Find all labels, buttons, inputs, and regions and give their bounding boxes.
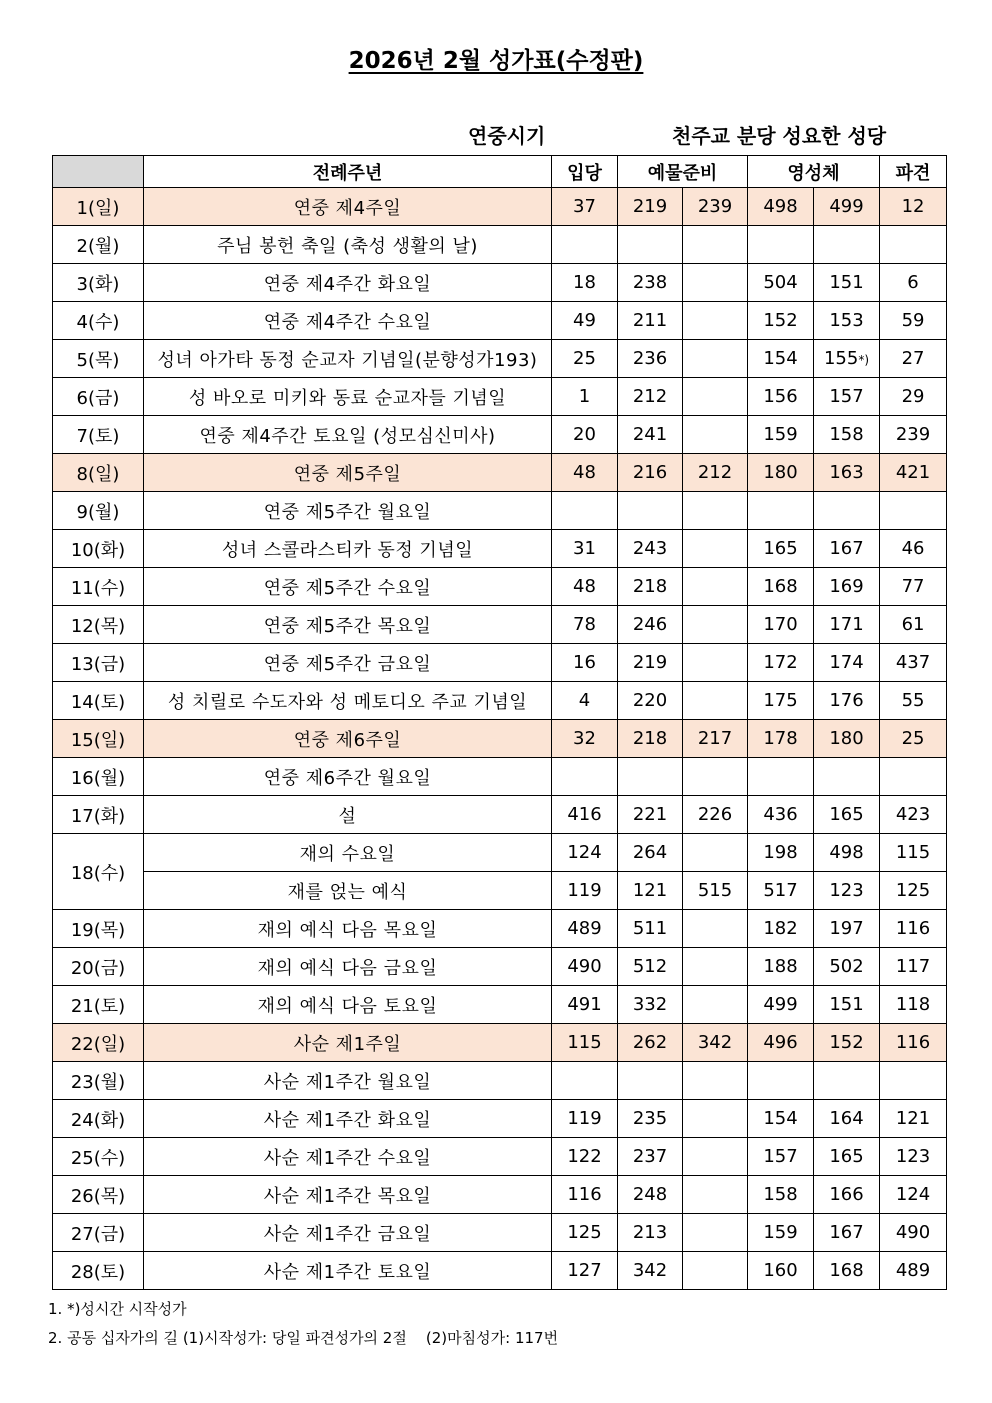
communion-1-cell: 160 xyxy=(748,1252,814,1290)
communion-2-cell: 176 xyxy=(814,682,880,720)
offertory-2-cell xyxy=(683,606,748,644)
entrance-cell xyxy=(552,758,618,796)
offertory-2-cell xyxy=(683,530,748,568)
date-cell: 24(화) xyxy=(53,1100,144,1138)
entrance-cell: 489 xyxy=(552,910,618,948)
communion-2-cell: 174 xyxy=(814,644,880,682)
dismissal-cell: 12 xyxy=(880,188,947,226)
dismissal-cell: 55 xyxy=(880,682,947,720)
communion-2-cell: 163 xyxy=(814,454,880,492)
schedule-body xyxy=(53,188,947,1290)
communion-2-cell: 499 xyxy=(814,188,880,226)
table-row xyxy=(53,606,947,644)
entrance-cell xyxy=(552,226,618,264)
offertory-2-cell xyxy=(683,682,748,720)
liturgy-cell: 재의 수요일 xyxy=(144,834,552,872)
communion-2-cell: 180 xyxy=(814,720,880,758)
liturgy-cell: 성녀 스콜라스티카 동정 기념일 xyxy=(144,530,552,568)
dismissal-column-header: 파견 xyxy=(880,156,947,188)
dismissal-cell: 121 xyxy=(880,1100,947,1138)
communion-1-cell: 499 xyxy=(748,986,814,1024)
footnote-2: 2. 공동 십자가의 길 (1)시작성가: 당일 파견성가의 2절 (2)마침성가: 117번 xyxy=(48,1329,559,1347)
communion-1-cell: 154 xyxy=(748,1100,814,1138)
offertory-1-cell: 218 xyxy=(618,720,683,758)
communion-2-cell xyxy=(814,492,880,530)
entrance-cell: 491 xyxy=(552,986,618,1024)
entrance-cell: 48 xyxy=(552,454,618,492)
communion-1-cell: 170 xyxy=(748,606,814,644)
dismissal-cell: 124 xyxy=(880,1176,947,1214)
communion-1-cell xyxy=(748,1062,814,1100)
communion-1-cell: 156 xyxy=(748,378,814,416)
date-cell: 23(월) xyxy=(53,1062,144,1100)
communion-1-cell: 198 xyxy=(748,834,814,872)
offertory-2-cell xyxy=(683,948,748,986)
table-row xyxy=(53,720,947,758)
offertory-1-cell: 332 xyxy=(618,986,683,1024)
entrance-cell: 16 xyxy=(552,644,618,682)
date-cell: 1(일) xyxy=(53,188,144,226)
communion-1-cell xyxy=(748,758,814,796)
liturgy-cell: 연중 제4주간 화요일 xyxy=(144,264,552,302)
offertory-2-cell xyxy=(683,986,748,1024)
communion-1-cell: 498 xyxy=(748,188,814,226)
communion-2-cell xyxy=(814,340,880,378)
offertory-1-cell: 212 xyxy=(618,378,683,416)
date-cell: 7(토) xyxy=(53,416,144,454)
communion-1-cell: 157 xyxy=(748,1138,814,1176)
liturgy-cell: 성 바오로 미키와 동료 순교자들 기념일 xyxy=(144,378,552,416)
dismissal-cell: 125 xyxy=(880,872,947,910)
date-cell: 13(금) xyxy=(53,644,144,682)
offertory-2-cell xyxy=(683,340,748,378)
liturgy-cell: 연중 제4주간 수요일 xyxy=(144,302,552,340)
season-label: 연중시기 xyxy=(468,124,546,148)
footnotes xyxy=(48,1295,558,1353)
liturgy-cell: 연중 제5주간 수요일 xyxy=(144,568,552,606)
footnote-mark: *) xyxy=(858,353,870,367)
communion-2-value: 155 xyxy=(823,348,859,369)
offertory-1-cell: 262 xyxy=(618,1024,683,1062)
dismissal-cell: 116 xyxy=(880,910,947,948)
footnote-1: 1. *)성시간 시작성가 xyxy=(48,1300,187,1318)
table-row xyxy=(53,1062,947,1100)
communion-1-cell: 165 xyxy=(748,530,814,568)
communion-2-cell: 197 xyxy=(814,910,880,948)
table-row xyxy=(53,416,947,454)
table-row xyxy=(53,910,947,948)
entrance-cell: 119 xyxy=(552,1100,618,1138)
communion-1-cell: 517 xyxy=(748,872,814,910)
offertory-2-cell xyxy=(683,416,748,454)
entrance-cell: 490 xyxy=(552,948,618,986)
communion-1-cell: 172 xyxy=(748,644,814,682)
communion-1-cell: 175 xyxy=(748,682,814,720)
table-row xyxy=(53,872,947,910)
communion-2-cell: 168 xyxy=(814,1252,880,1290)
offertory-1-cell: 216 xyxy=(618,454,683,492)
date-cell: 25(수) xyxy=(53,1138,144,1176)
table-row xyxy=(53,530,947,568)
dismissal-cell: 490 xyxy=(880,1214,947,1252)
communion-1-cell: 436 xyxy=(748,796,814,834)
offertory-1-cell: 238 xyxy=(618,264,683,302)
liturgy-cell: 성녀 아가타 동정 순교자 기념일(분향성가193) xyxy=(144,340,552,378)
date-cell: 28(토) xyxy=(53,1252,144,1290)
table-row xyxy=(53,340,947,378)
communion-1-cell: 158 xyxy=(748,1176,814,1214)
offertory-1-cell: 219 xyxy=(618,188,683,226)
date-cell: 12(목) xyxy=(53,606,144,644)
liturgy-cell: 연중 제4주일 xyxy=(144,188,552,226)
offertory-2-cell xyxy=(683,1252,748,1290)
table-row xyxy=(53,1252,947,1290)
liturgy-cell: 연중 제4주간 토요일 (성모심신미사) xyxy=(144,416,552,454)
offertory-2-cell xyxy=(683,834,748,872)
offertory-1-cell: 248 xyxy=(618,1176,683,1214)
offertory-2-cell xyxy=(683,1062,748,1100)
entrance-cell: 49 xyxy=(552,302,618,340)
table-row xyxy=(53,302,947,340)
communion-1-cell: 154 xyxy=(748,340,814,378)
offertory-2-cell: 515 xyxy=(683,872,748,910)
date-cell: 6(금) xyxy=(53,378,144,416)
communion-2-cell: 165 xyxy=(814,796,880,834)
date-cell: 10(화) xyxy=(53,530,144,568)
communion-2-cell: 164 xyxy=(814,1100,880,1138)
communion-2-cell: 169 xyxy=(814,568,880,606)
dismissal-cell: 239 xyxy=(880,416,947,454)
entrance-cell: 18 xyxy=(552,264,618,302)
dismissal-cell: 29 xyxy=(880,378,947,416)
entrance-cell: 78 xyxy=(552,606,618,644)
date-cell: 17(화) xyxy=(53,796,144,834)
communion-1-cell: 182 xyxy=(748,910,814,948)
offertory-1-cell xyxy=(618,758,683,796)
offertory-1-cell: 219 xyxy=(618,644,683,682)
table-row xyxy=(53,264,947,302)
communion-2-cell: 502 xyxy=(814,948,880,986)
offertory-1-cell: 246 xyxy=(618,606,683,644)
offertory-2-cell xyxy=(683,1214,748,1252)
offertory-2-cell xyxy=(683,264,748,302)
communion-2-cell: 158 xyxy=(814,416,880,454)
entrance-cell: 119 xyxy=(552,872,618,910)
communion-1-cell: 188 xyxy=(748,948,814,986)
dismissal-cell xyxy=(880,492,947,530)
communion-2-cell: 157 xyxy=(814,378,880,416)
date-cell: 21(토) xyxy=(53,986,144,1024)
liturgy-cell: 연중 제6주일 xyxy=(144,720,552,758)
communion-2-cell: 165 xyxy=(814,1138,880,1176)
liturgy-cell: 사순 제1주간 금요일 xyxy=(144,1214,552,1252)
offertory-1-cell xyxy=(618,226,683,264)
liturgy-cell: 재의 예식 다음 토요일 xyxy=(144,986,552,1024)
date-cell: 2(월) xyxy=(53,226,144,264)
entrance-cell: 32 xyxy=(552,720,618,758)
entrance-cell: 127 xyxy=(552,1252,618,1290)
liturgy-cell: 재를 얹는 예식 xyxy=(144,872,552,910)
liturgy-cell: 사순 제1주간 수요일 xyxy=(144,1138,552,1176)
dismissal-cell: 489 xyxy=(880,1252,947,1290)
date-cell: 4(수) xyxy=(53,302,144,340)
offertory-1-cell: 243 xyxy=(618,530,683,568)
communion-2-cell: 167 xyxy=(814,1214,880,1252)
entrance-cell: 20 xyxy=(552,416,618,454)
dismissal-cell xyxy=(880,226,947,264)
entrance-cell: 115 xyxy=(552,1024,618,1062)
offertory-2-cell xyxy=(683,758,748,796)
communion-1-cell: 159 xyxy=(748,1214,814,1252)
communion-column-header: 영성체 xyxy=(748,156,880,188)
table-row xyxy=(53,568,947,606)
dismissal-cell xyxy=(880,758,947,796)
liturgy-cell: 사순 제1주간 목요일 xyxy=(144,1176,552,1214)
offertory-1-cell: 221 xyxy=(618,796,683,834)
dismissal-cell: 46 xyxy=(880,530,947,568)
dismissal-cell: 27 xyxy=(880,340,947,378)
communion-1-cell: 178 xyxy=(748,720,814,758)
title-text: 2026년 2월 성가표(수정판) xyxy=(348,48,644,74)
offertory-2-cell xyxy=(683,1176,748,1214)
date-cell: 14(토) xyxy=(53,682,144,720)
liturgy-column-header: 전례주년 xyxy=(144,156,552,188)
liturgy-cell: 연중 제5주간 금요일 xyxy=(144,644,552,682)
communion-1-cell: 152 xyxy=(748,302,814,340)
date-column-header xyxy=(53,156,144,188)
date-cell: 9(월) xyxy=(53,492,144,530)
dismissal-cell: 61 xyxy=(880,606,947,644)
communion-1-cell: 159 xyxy=(748,416,814,454)
entrance-column-header: 입당 xyxy=(552,156,618,188)
table-row xyxy=(53,1138,947,1176)
table-row xyxy=(53,378,947,416)
dismissal-cell: 25 xyxy=(880,720,947,758)
offertory-2-cell: 226 xyxy=(683,796,748,834)
liturgy-cell: 성 치릴로 수도자와 성 메토디오 주교 기념일 xyxy=(144,682,552,720)
offertory-1-cell xyxy=(618,1062,683,1100)
document-title xyxy=(0,42,992,75)
liturgy-cell: 연중 제5주간 월요일 xyxy=(144,492,552,530)
communion-1-cell xyxy=(748,226,814,264)
offertory-1-cell: 235 xyxy=(618,1100,683,1138)
offertory-2-cell xyxy=(683,302,748,340)
communion-2-cell: 171 xyxy=(814,606,880,644)
date-cell: 16(월) xyxy=(53,758,144,796)
dismissal-cell: 117 xyxy=(880,948,947,986)
entrance-cell: 416 xyxy=(552,796,618,834)
offertory-1-cell: 220 xyxy=(618,682,683,720)
dismissal-cell xyxy=(880,1062,947,1100)
church-name: 천주교 분당 성요한 성당 xyxy=(672,124,887,148)
entrance-cell: 48 xyxy=(552,568,618,606)
table-row xyxy=(53,948,947,986)
table-row xyxy=(53,454,947,492)
table-header-row xyxy=(53,156,947,188)
dismissal-cell: 59 xyxy=(880,302,947,340)
liturgy-cell: 주님 봉헌 축일 (축성 생활의 날) xyxy=(144,226,552,264)
liturgy-cell: 연중 제5주일 xyxy=(144,454,552,492)
offertory-1-cell: 211 xyxy=(618,302,683,340)
offertory-1-cell: 121 xyxy=(618,872,683,910)
entrance-cell xyxy=(552,492,618,530)
table-row xyxy=(53,188,947,226)
offertory-2-cell xyxy=(683,378,748,416)
date-cell: 18(수) xyxy=(53,834,144,910)
entrance-cell: 31 xyxy=(552,530,618,568)
liturgy-cell: 사순 제1주간 토요일 xyxy=(144,1252,552,1290)
offertory-1-cell: 218 xyxy=(618,568,683,606)
offertory-column-header: 예물준비 xyxy=(618,156,748,188)
dismissal-cell: 423 xyxy=(880,796,947,834)
date-cell: 15(일) xyxy=(53,720,144,758)
table-row xyxy=(53,1024,947,1062)
table-row xyxy=(53,644,947,682)
liturgy-cell: 재의 예식 다음 목요일 xyxy=(144,910,552,948)
offertory-2-cell xyxy=(683,492,748,530)
table-row xyxy=(53,492,947,530)
offertory-2-cell xyxy=(683,1100,748,1138)
offertory-2-cell: 217 xyxy=(683,720,748,758)
offertory-2-cell xyxy=(683,568,748,606)
offertory-2-cell: 212 xyxy=(683,454,748,492)
dismissal-cell: 437 xyxy=(880,644,947,682)
date-cell: 27(금) xyxy=(53,1214,144,1252)
dismissal-cell: 6 xyxy=(880,264,947,302)
entrance-cell: 37 xyxy=(552,188,618,226)
offertory-1-cell: 213 xyxy=(618,1214,683,1252)
table-row xyxy=(53,986,947,1024)
communion-1-cell: 496 xyxy=(748,1024,814,1062)
offertory-1-cell: 237 xyxy=(618,1138,683,1176)
entrance-cell: 124 xyxy=(552,834,618,872)
offertory-1-cell: 512 xyxy=(618,948,683,986)
offertory-1-cell: 342 xyxy=(618,1252,683,1290)
liturgy-cell: 사순 제1주일 xyxy=(144,1024,552,1062)
table-row xyxy=(53,1214,947,1252)
communion-2-cell: 152 xyxy=(814,1024,880,1062)
offertory-1-cell xyxy=(618,492,683,530)
date-cell: 20(금) xyxy=(53,948,144,986)
communion-1-cell: 168 xyxy=(748,568,814,606)
entrance-cell: 4 xyxy=(552,682,618,720)
communion-2-cell: 151 xyxy=(814,986,880,1024)
entrance-cell: 125 xyxy=(552,1214,618,1252)
liturgy-cell: 연중 제6주간 월요일 xyxy=(144,758,552,796)
communion-2-cell xyxy=(814,226,880,264)
liturgy-cell: 설 xyxy=(144,796,552,834)
entrance-cell: 25 xyxy=(552,340,618,378)
offertory-2-cell xyxy=(683,910,748,948)
date-cell: 5(목) xyxy=(53,340,144,378)
table-row xyxy=(53,796,947,834)
entrance-cell: 122 xyxy=(552,1138,618,1176)
date-cell: 11(수) xyxy=(53,568,144,606)
entrance-cell: 116 xyxy=(552,1176,618,1214)
table-row xyxy=(53,1176,947,1214)
communion-1-cell: 180 xyxy=(748,454,814,492)
dismissal-cell: 421 xyxy=(880,454,947,492)
offertory-2-cell xyxy=(683,1138,748,1176)
table-row xyxy=(53,682,947,720)
hymn-schedule-table xyxy=(52,155,947,1290)
liturgy-cell: 재의 예식 다음 금요일 xyxy=(144,948,552,986)
communion-2-cell: 151 xyxy=(814,264,880,302)
dismissal-cell: 115 xyxy=(880,834,947,872)
table-row xyxy=(53,834,947,872)
table-row xyxy=(53,758,947,796)
communion-2-cell: 123 xyxy=(814,872,880,910)
communion-2-cell: 167 xyxy=(814,530,880,568)
date-cell: 8(일) xyxy=(53,454,144,492)
date-cell: 3(화) xyxy=(53,264,144,302)
dismissal-cell: 116 xyxy=(880,1024,947,1062)
communion-2-cell: 166 xyxy=(814,1176,880,1214)
offertory-2-cell: 342 xyxy=(683,1024,748,1062)
dismissal-cell: 77 xyxy=(880,568,947,606)
dismissal-cell: 118 xyxy=(880,986,947,1024)
date-cell: 22(일) xyxy=(53,1024,144,1062)
table-row xyxy=(53,226,947,264)
communion-1-cell: 504 xyxy=(748,264,814,302)
offertory-1-cell: 511 xyxy=(618,910,683,948)
liturgy-cell: 사순 제1주간 화요일 xyxy=(144,1100,552,1138)
offertory-2-cell xyxy=(683,644,748,682)
communion-2-cell xyxy=(814,1062,880,1100)
offertory-2-cell xyxy=(683,226,748,264)
dismissal-cell: 123 xyxy=(880,1138,947,1176)
communion-2-cell: 498 xyxy=(814,834,880,872)
offertory-1-cell: 264 xyxy=(618,834,683,872)
date-cell: 19(목) xyxy=(53,910,144,948)
liturgy-cell: 연중 제5주간 목요일 xyxy=(144,606,552,644)
entrance-cell: 1 xyxy=(552,378,618,416)
communion-1-cell xyxy=(748,492,814,530)
offertory-2-cell: 239 xyxy=(683,188,748,226)
communion-2-cell: 153 xyxy=(814,302,880,340)
liturgy-cell: 사순 제1주간 월요일 xyxy=(144,1062,552,1100)
entrance-cell xyxy=(552,1062,618,1100)
date-cell: 26(목) xyxy=(53,1176,144,1214)
table-row xyxy=(53,1100,947,1138)
communion-2-cell xyxy=(814,758,880,796)
offertory-1-cell: 236 xyxy=(618,340,683,378)
offertory-1-cell: 241 xyxy=(618,416,683,454)
